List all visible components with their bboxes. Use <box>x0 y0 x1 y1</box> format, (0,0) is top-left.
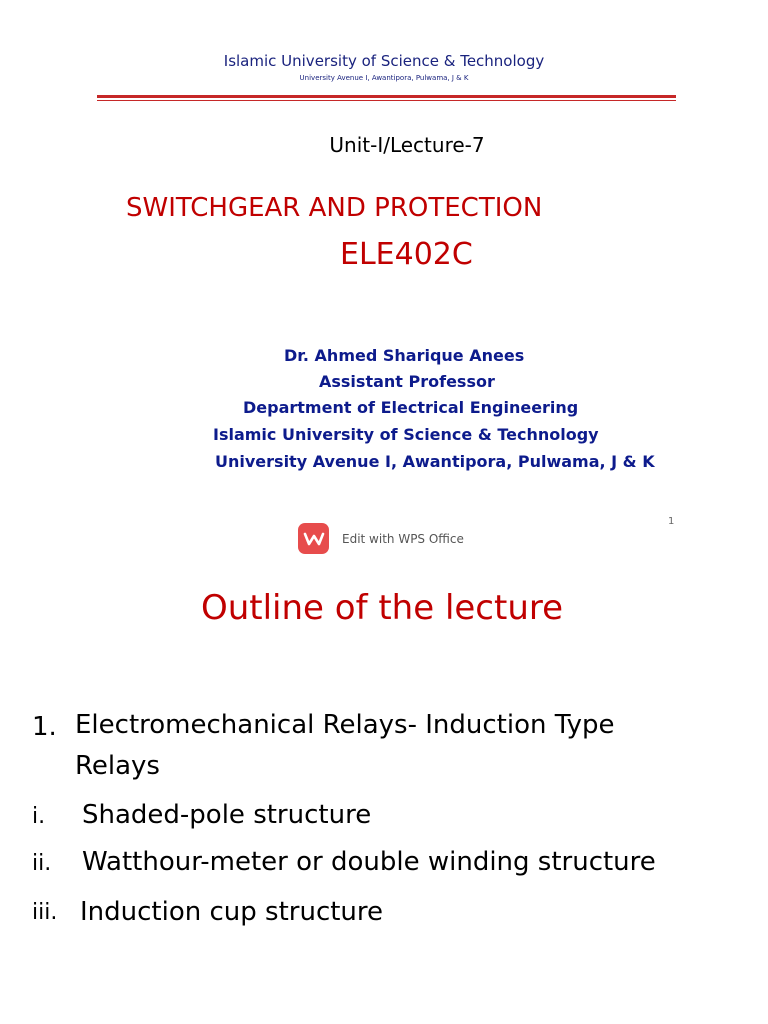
author-department: Department of Electrical Engineering <box>243 398 579 417</box>
sub-item-marker: iii. <box>32 900 58 925</box>
header-divider-thick <box>97 95 676 98</box>
sub-item-text: Watthour-meter or double winding structure <box>82 847 656 877</box>
sub-item-text: Induction cup structure <box>80 897 384 927</box>
edit-with-wps-button[interactable] <box>298 523 464 554</box>
author-address: University Avenue I, Awantipora, Pulwama, J & K <box>215 452 655 471</box>
header-divider-thin <box>97 100 676 101</box>
edit-with-wps-label: Edit with WPS Office <box>342 531 464 546</box>
list-item-marker: 1. <box>32 712 57 742</box>
course-code: ELE402C <box>340 237 473 272</box>
sub-item-marker: i. <box>32 804 46 829</box>
sub-item-text: Shaded-pole structure <box>82 800 372 830</box>
author-name: Dr. Ahmed Sharique Anees <box>284 346 525 365</box>
university-address-header: University Avenue I, Awantipora, Pulwama, J & K <box>299 74 469 82</box>
unit-lecture-label: Unit-I/Lecture-7 <box>329 133 485 157</box>
university-header: Islamic University of Science & Technology <box>223 52 545 70</box>
page-number: 1 <box>668 516 675 527</box>
outline-title: Outline of the lecture <box>200 588 564 628</box>
course-title: SWITCHGEAR AND PROTECTION <box>126 193 543 223</box>
author-role: Assistant Professor <box>319 372 495 391</box>
list-item-text-continued: Relays <box>75 751 160 781</box>
author-university: Islamic University of Science & Technology <box>213 425 599 444</box>
list-item-text: Electromechanical Relays- Induction Type <box>75 710 615 740</box>
sub-item-marker: ii. <box>32 851 52 876</box>
wps-office-logo-icon <box>298 523 329 554</box>
